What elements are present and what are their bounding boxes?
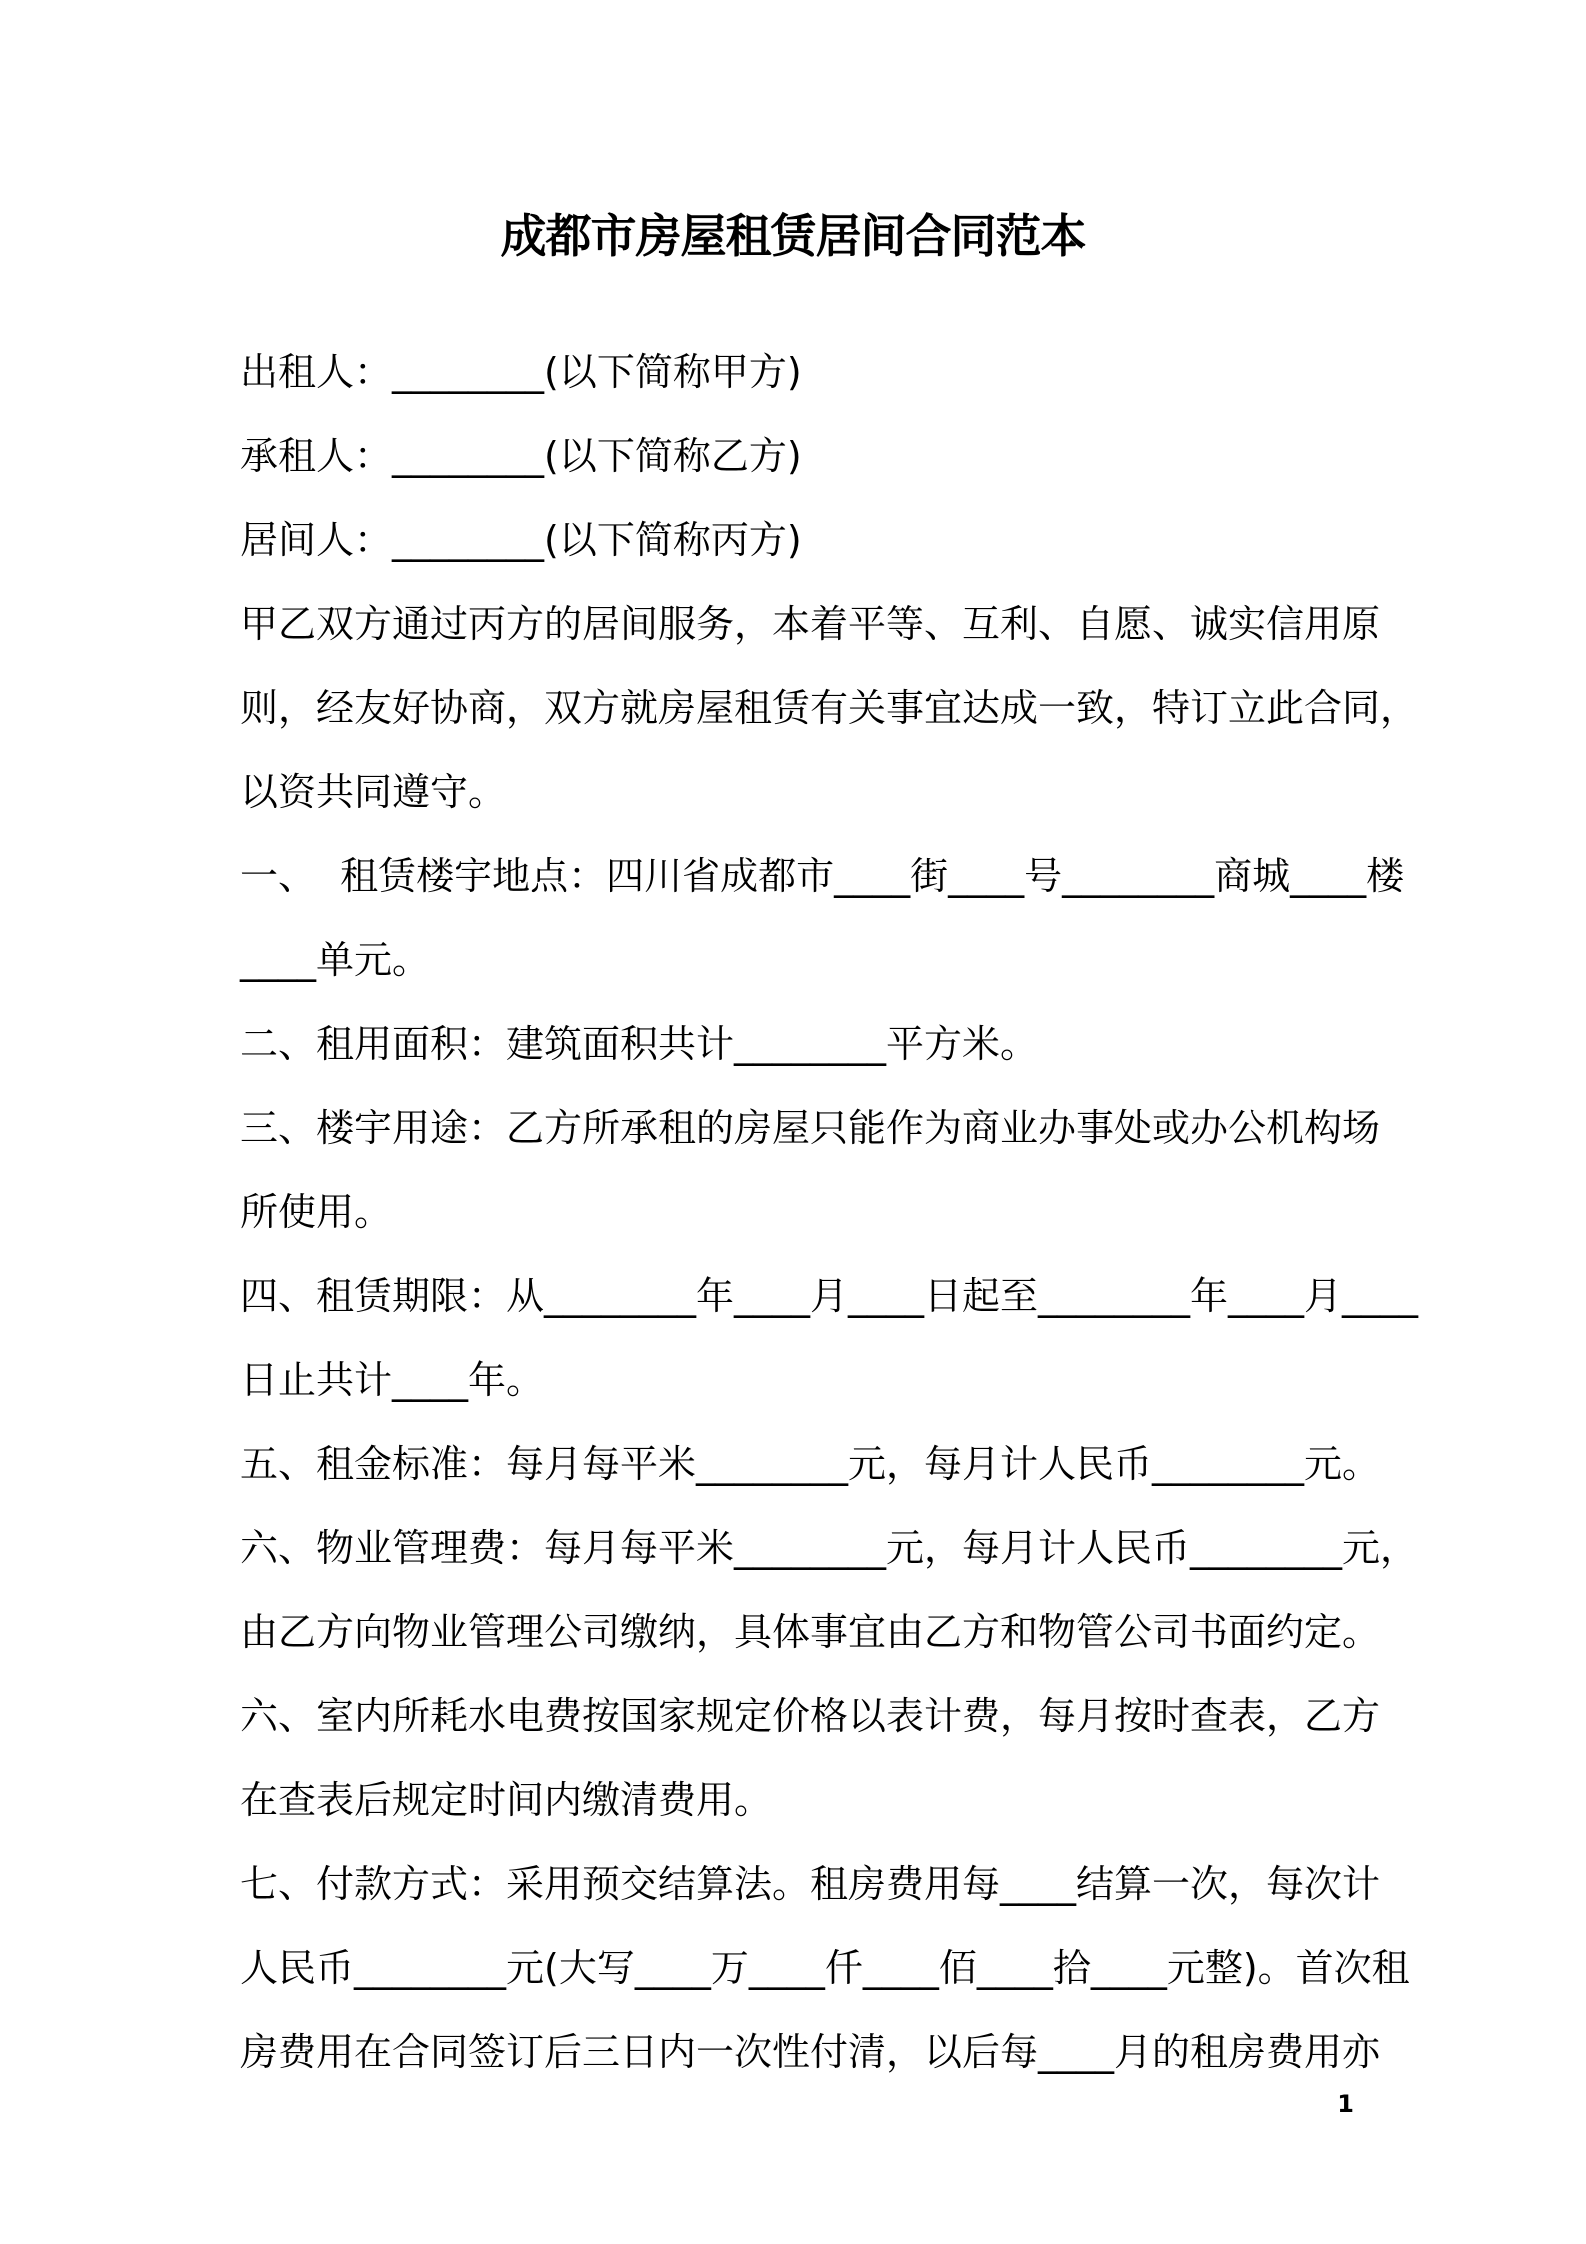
line-text: 一、 租赁楼宇地点：四川省成都市____街____号________商城____楼 bbox=[240, 854, 1405, 898]
line-text: 四、租赁期限：从________年____月____日起至________年____月____ bbox=[240, 1274, 1419, 1318]
text-line bbox=[240, 498, 1390, 582]
text-line bbox=[240, 1674, 1390, 1758]
line-text: 五、租金标准：每月每平米________元，每月计人民币________元。 bbox=[240, 1442, 1381, 1486]
line-text: 二、租用面积：建筑面积共计________平方米。 bbox=[240, 1022, 1039, 1066]
line-text: 居间人：________(以下简称丙方) bbox=[240, 518, 802, 562]
text-line bbox=[240, 2010, 1390, 2094]
text-line bbox=[240, 918, 1390, 1002]
line-text: 六、室内所耗水电费按国家规定价格以表计费，每月按时查表，乙方 bbox=[240, 1694, 1381, 1738]
text-line bbox=[240, 666, 1419, 750]
text-line bbox=[240, 1506, 1419, 1590]
text-line bbox=[240, 582, 1390, 666]
line-text: 人民币________元(大写____万____仟____佰____拾____元整)。首次租 bbox=[240, 1946, 1410, 1990]
text-line bbox=[240, 414, 1390, 498]
line-text: 则，经友好协商，双方就房屋租赁有关事宜达成一致，特订立此合同， bbox=[240, 686, 1419, 730]
text-line bbox=[240, 1338, 1390, 1422]
text-line bbox=[240, 834, 1405, 918]
text-line bbox=[240, 750, 1390, 834]
line-text: 由乙方向物业管理公司缴纳，具体事宜由乙方和物管公司书面约定。 bbox=[240, 1610, 1381, 1654]
line-text: 甲乙双方通过丙方的居间服务，本着平等、互利、自愿、诚实信用原 bbox=[240, 602, 1381, 646]
text-line bbox=[240, 1086, 1390, 1170]
text-line bbox=[240, 1002, 1390, 1086]
line-text: 日止共计____年。 bbox=[240, 1358, 545, 1402]
line-text: ____单元。 bbox=[240, 938, 431, 982]
line-text: 以资共同遵守。 bbox=[240, 770, 507, 814]
document-body bbox=[240, 330, 1419, 2094]
line-text: 在查表后规定时间内缴清费用。 bbox=[240, 1778, 773, 1822]
text-line bbox=[240, 1170, 1390, 1254]
text-line bbox=[240, 1422, 1390, 1506]
text-line bbox=[240, 1254, 1419, 1338]
text-line bbox=[240, 1926, 1410, 2010]
line-text: 房费用在合同签订后三日内一次性付清，以后每____月的租房费用亦 bbox=[240, 2030, 1381, 2074]
document-title: 成都市房屋租赁居间合同范本 bbox=[500, 209, 1086, 263]
line-text: 七、付款方式：采用预交结算法。租房费用每____结算一次，每次计 bbox=[240, 1862, 1381, 1906]
text-line bbox=[240, 1842, 1390, 1926]
page-number: 1 bbox=[1337, 2090, 1354, 2118]
line-text: 出租人：________(以下简称甲方) bbox=[240, 350, 802, 394]
line-text: 所使用。 bbox=[240, 1190, 393, 1234]
text-line bbox=[240, 1590, 1390, 1674]
text-line bbox=[240, 330, 1390, 414]
line-text: 六、物业管理费：每月每平米________元，每月计人民币________元， bbox=[240, 1526, 1419, 1570]
line-text: 三、楼宇用途：乙方所承租的房屋只能作为商业办事处或办公机构场 bbox=[240, 1106, 1381, 1150]
text-line bbox=[240, 1758, 1390, 1842]
line-text: 承租人：________(以下简称乙方) bbox=[240, 434, 802, 478]
